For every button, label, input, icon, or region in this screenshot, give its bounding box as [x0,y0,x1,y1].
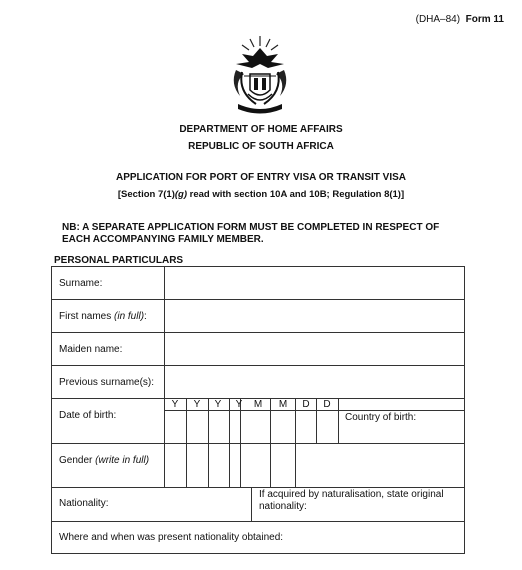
nationality-field[interactable] [120,488,250,521]
maiden-name-label: Maiden name: [59,344,123,355]
maiden-name-field[interactable] [165,333,464,365]
original-nationality-field[interactable] [310,500,464,521]
date-format-letter: Y [235,399,243,410]
nationality-obtained-label: Where and when was present nationality obtained: [59,532,284,543]
country-of-birth-label: Country of birth: [345,412,417,423]
surname-label: Surname: [59,278,103,289]
nationality-divider [251,487,252,521]
first-names-label: First names (in full): [59,311,147,322]
form-legal-reference: [Section 7(1)(g) read with section 10A and 10B; Regulation 8(1)] [117,189,405,200]
date-format-letter: M [278,399,288,410]
gender-field[interactable] [165,444,464,487]
nationality-label: Nationality: [59,498,109,509]
country-name: REPUBLIC OF SOUTH AFRICA [188,141,334,152]
date-format-letter: Y [193,399,201,410]
country-of-birth-field[interactable] [339,424,464,443]
surname-field[interactable] [165,267,464,299]
date-of-birth-field[interactable] [165,411,338,443]
previous-surnames-field[interactable] [165,366,464,398]
date-format-letter: D [302,399,310,410]
form-code: (DHA–84) [415,14,461,25]
form-title: APPLICATION FOR PORT OF ENTRY VISA OR TRANSIT VISA [115,172,406,183]
form-number: Form 11 [465,14,504,25]
date-of-birth-label: Date of birth: [59,410,117,421]
department-name: DEPARTMENT OF HOME AFFAIRS [179,124,343,135]
first-names-field[interactable] [165,300,464,332]
previous-surnames-label: Previous surname(s): [59,377,155,388]
coat-of-arms-icon [222,34,298,114]
family-member-notice: NB: A SEPARATE APPLICATION FORM MUST BE COMPLETED IN RESPECT OF EACH ACCOMPANYING FAMILY MEMBER. [62,222,440,245]
date-format-letter: D [323,399,331,410]
date-format-letter: Y [171,399,179,410]
nationality-obtained-field[interactable] [52,543,464,553]
date-format-letter: M [253,399,263,410]
form-reference [416,14,504,25]
naturalisation-label: If acquired by naturalisation, state original nationality: [259,489,444,512]
row-divider [51,487,465,488]
section-title: PERSONAL PARTICULARS [54,255,184,266]
row-divider [51,521,465,522]
date-format-letter: Y [214,399,222,410]
gender-label: Gender (write in full) [59,455,150,466]
